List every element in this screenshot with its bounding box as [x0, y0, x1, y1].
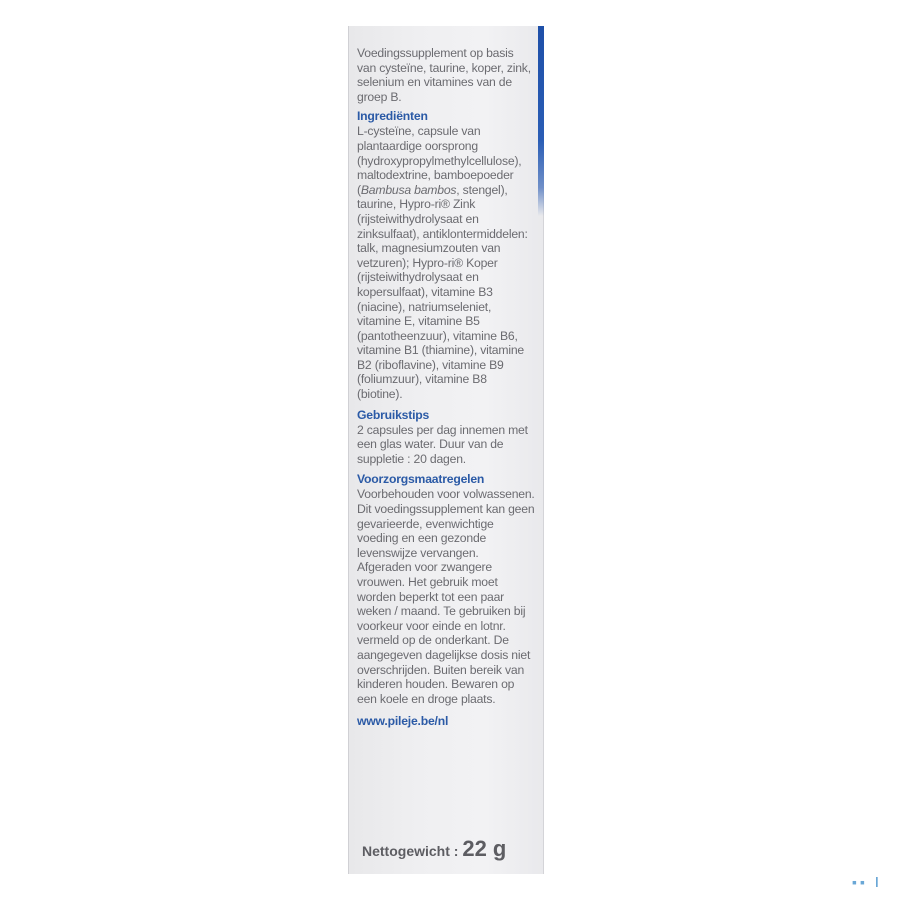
- box-blue-edge: [538, 26, 544, 216]
- usage-heading: Gebruikstips: [357, 407, 430, 422]
- ingredients-heading: Ingrediënten: [357, 109, 428, 124]
- precautions-text: Voorbehouden voor volwassenen. Dit voedingssupplement kan geen gevarieerde, evenwichtige voeding en een gezonde levenswijze vervangen. Afgeraden voor zwangere vrouwen. Het gebruik moet worden beperkt tot een paar weken / maand. Te gebruiken bij voorkeur voor einde en lotnr. vermeld op de onderkant. De aangegeven dagelijkse dosis niet overschrijden. Buiten bereik van kinderen houden. Bewaren op een koele en droge plaats.: [357, 487, 535, 706]
- net-weight-label: Nettogewicht :: [362, 843, 459, 859]
- net-weight-value: 22 g: [462, 836, 507, 861]
- net-weight: [362, 836, 506, 862]
- label-text: [357, 46, 535, 729]
- ingredients-latin-name: Bambusa bambos: [360, 182, 457, 197]
- usage-text: 2 capsules per dag innemen met een glas water. Duur van de suppletie : 20 dagen.: [357, 422, 528, 466]
- ingredients-text-part2: , stengel), taurine, Hypro-ri® Zink (rijsteiwithydrolysaat en zinksulfaat), antiklontermiddelen: talk, magnesiumzouten van vetzuren); Hypro-ri® Koper (rijsteiwithydrolysaat en kopersulfaat), vitamine B3 (niacine), natriumseleniet, vitamine E, vitamine B5 (pantotheenzuur), vitamine B6, vitamine B1 (thiamine), vitamine B2 (riboflavine), vitamine B9 (foliumzuur), vitamine B8 (biotine).: [357, 182, 528, 402]
- intro-text: Voedingssupplement op basis van cysteïne, taurine, koper, zink, selenium en vitamines van de groep B.: [357, 46, 531, 104]
- ingredients-text-part1: L-cysteïne, capsule van plantaardige oorsprong (hydroxypropylmethylcellulose), maltodextrine, bamboepoeder (: [357, 124, 522, 197]
- website-url: www.pileje.be/nl: [357, 714, 449, 729]
- ingredients-text: [357, 124, 535, 401]
- precautions-heading: Voorzorgsmaatregelen: [357, 472, 485, 487]
- watermark-logo-fragment: ▪▪ ǀ: [852, 874, 882, 890]
